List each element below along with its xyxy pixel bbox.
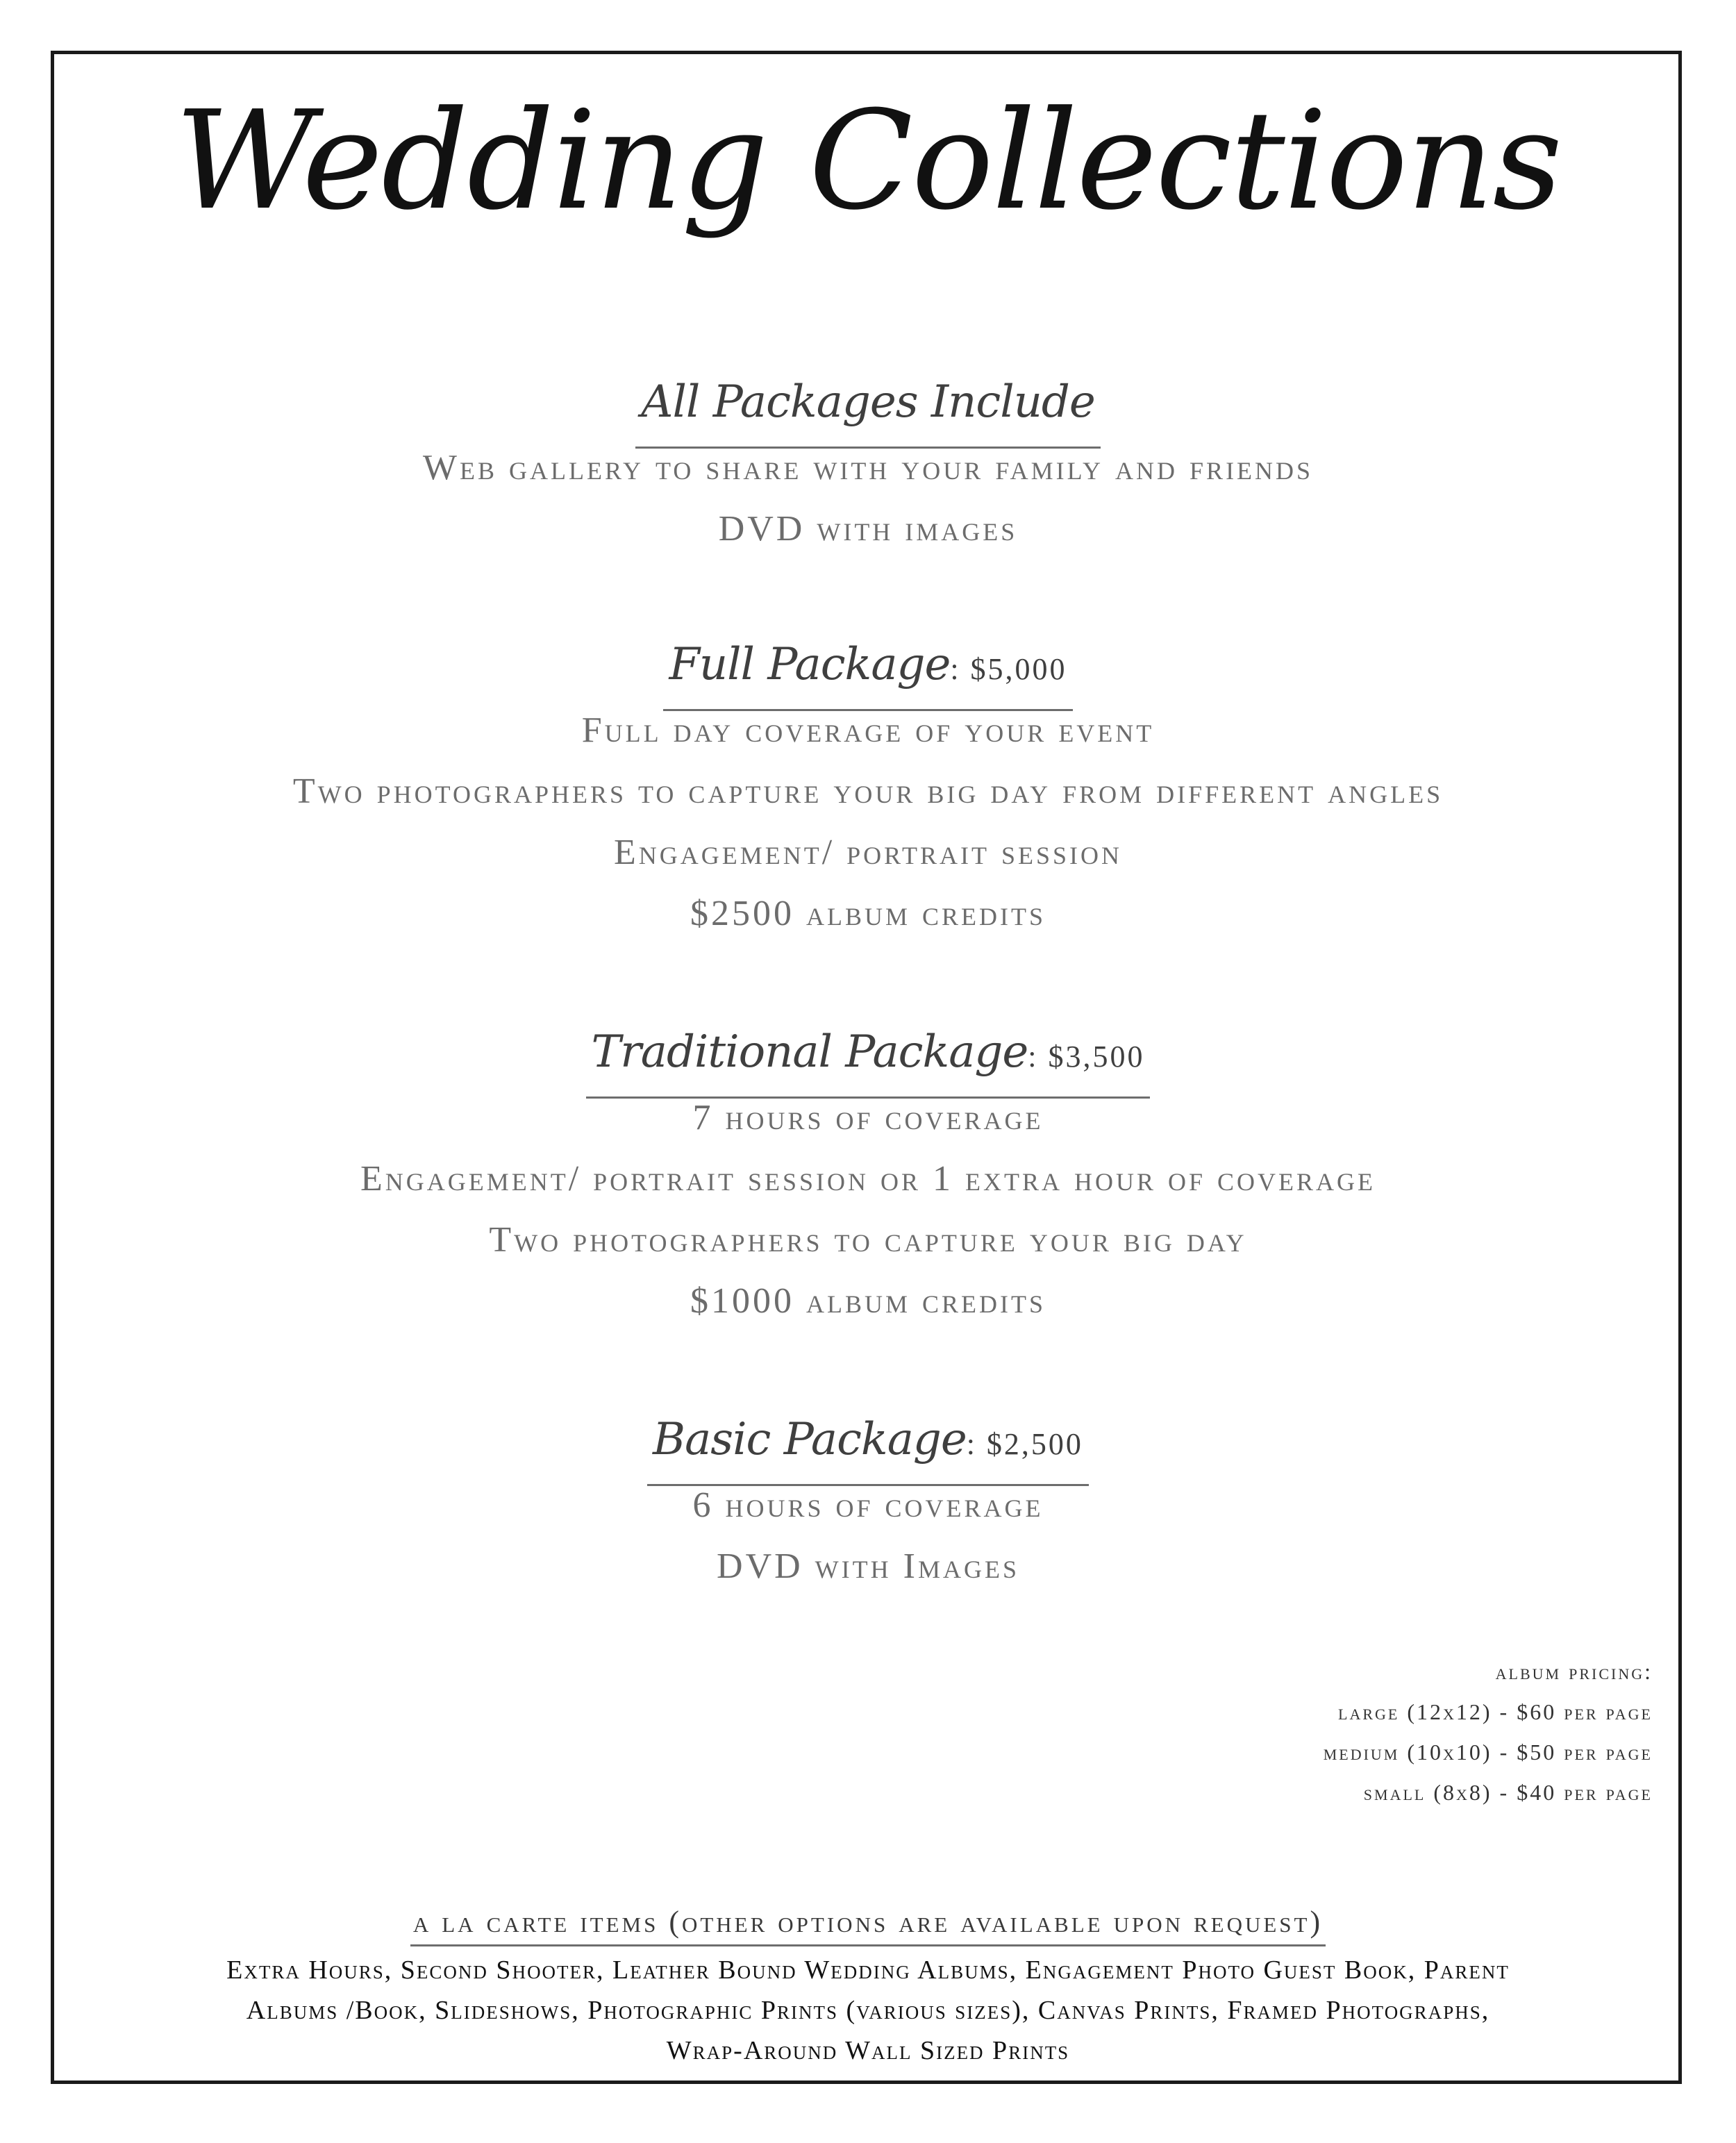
full-package-item: Engagement/ portrait session bbox=[613, 833, 1123, 872]
basic-package-section bbox=[0, 1408, 1736, 1597]
alacarte-items bbox=[132, 1950, 1604, 2071]
traditional-package-name: Traditional Package bbox=[591, 1026, 1028, 1078]
album-pricing-item: small (8x8) - $40 per page bbox=[1363, 1780, 1653, 1805]
traditional-package-item: 7 hours of coverage bbox=[692, 1098, 1044, 1137]
alacarte-line: Wrap-Around Wall Sized Prints bbox=[666, 2036, 1070, 2065]
includes-section bbox=[0, 371, 1736, 560]
full-package-item: Two photographers to capture your big day from different angles bbox=[292, 772, 1444, 811]
full-package-price: : $5,000 bbox=[950, 652, 1067, 686]
basic-package-item: DVD with Images bbox=[717, 1546, 1019, 1586]
full-package-name: Full Package bbox=[669, 639, 951, 690]
album-pricing-item: medium (10x10) - $50 per page bbox=[1323, 1740, 1653, 1765]
includes-heading-label: All Packages Include bbox=[641, 376, 1095, 428]
album-pricing-item: large (12x12) - $60 per page bbox=[1338, 1699, 1653, 1724]
includes-item: Web gallery to share with your family and friends bbox=[422, 448, 1314, 487]
basic-package-name: Basic Package bbox=[653, 1414, 967, 1465]
alacarte-heading-wrap bbox=[0, 1900, 1736, 1946]
traditional-package-price: : $3,500 bbox=[1028, 1040, 1145, 1074]
album-pricing-heading: album pricing: bbox=[1495, 1659, 1653, 1684]
traditional-package-item: $1000 album credits bbox=[690, 1281, 1046, 1321]
traditional-package-item: Two photographers to capture your big day bbox=[489, 1220, 1247, 1260]
full-package-item: Full day coverage of your event bbox=[581, 710, 1155, 750]
full-package-section bbox=[0, 633, 1736, 944]
traditional-package-item: Engagement/ portrait session or 1 extra hour of coverage bbox=[360, 1159, 1376, 1199]
basic-package-price: : $2,500 bbox=[966, 1427, 1083, 1461]
full-package-item: $2500 album credits bbox=[690, 894, 1046, 933]
includes-item: DVD with images bbox=[718, 509, 1018, 549]
basic-package-item: 6 hours of coverage bbox=[692, 1485, 1044, 1525]
alacarte-line: Extra Hours, Second Shooter, Leather Bound Wedding Albums, Engagement Photo Guest Book, Parent bbox=[226, 1956, 1510, 1985]
alacarte-heading: a la carte items (other options are available upon request) bbox=[410, 1900, 1326, 1946]
traditional-package-section bbox=[0, 1021, 1736, 1332]
alacarte-line: Albums /Book, Slideshows, Photographic Prints (various sizes), Canvas Prints, Framed Photographs, bbox=[246, 1996, 1490, 2025]
album-pricing bbox=[1324, 1651, 1653, 1812]
page-title: Wedding Collections bbox=[174, 82, 1562, 240]
